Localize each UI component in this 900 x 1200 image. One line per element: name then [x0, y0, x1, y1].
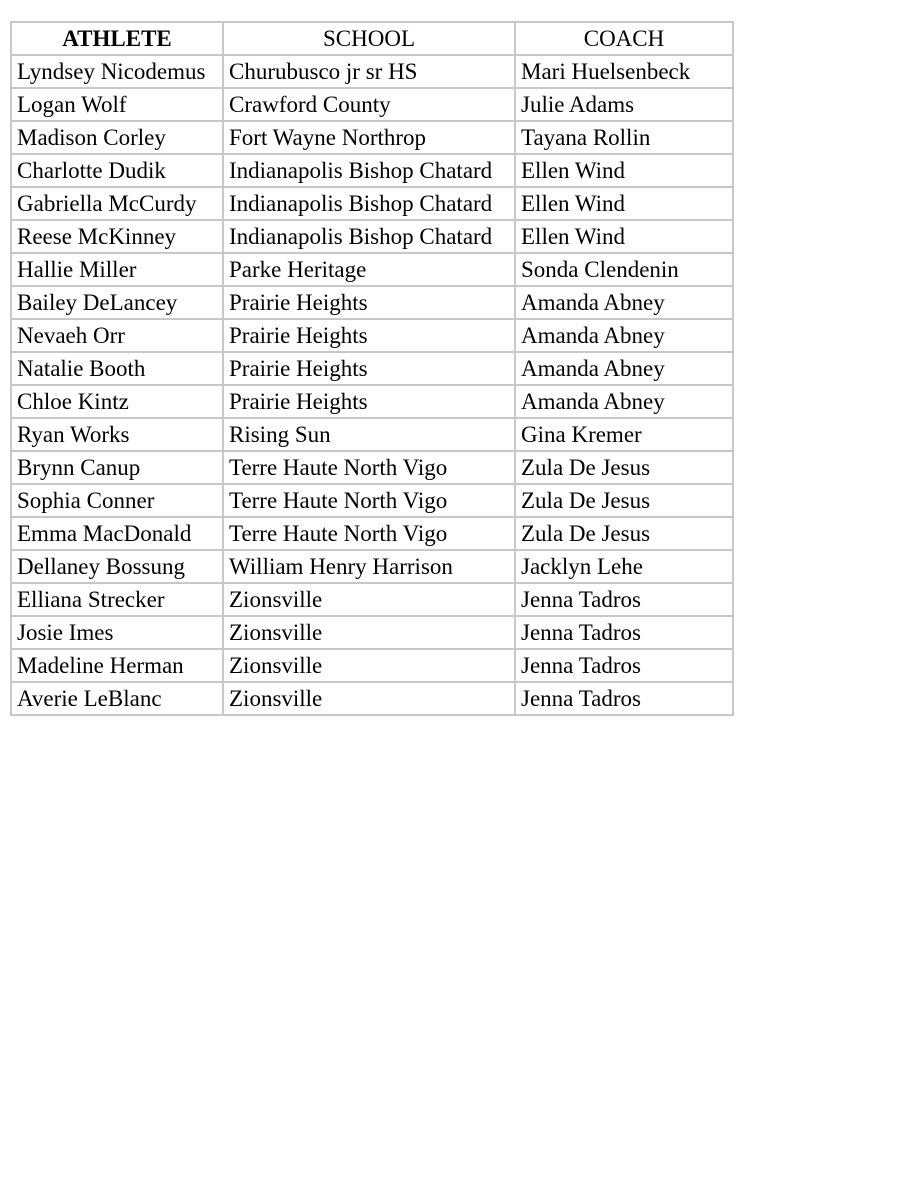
column-header-athlete: ATHLETE — [11, 22, 223, 55]
athlete-cell: Gabriella McCurdy — [11, 187, 223, 220]
athlete-cell: Madison Corley — [11, 121, 223, 154]
coach-cell: Ellen Wind — [515, 154, 733, 187]
table-row — [11, 550, 733, 583]
coach-cell: Jacklyn Lehe — [515, 550, 733, 583]
table-header — [11, 22, 733, 55]
table-row — [11, 88, 733, 121]
table-row — [11, 682, 733, 715]
coach-cell: Jenna Tadros — [515, 649, 733, 682]
coach-cell: Sonda Clendenin — [515, 253, 733, 286]
table-row — [11, 352, 733, 385]
table-row — [11, 253, 733, 286]
athlete-cell: Brynn Canup — [11, 451, 223, 484]
table-row — [11, 385, 733, 418]
coach-cell: Amanda Abney — [515, 352, 733, 385]
coach-cell: Jenna Tadros — [515, 583, 733, 616]
table-row — [11, 418, 733, 451]
table-row — [11, 583, 733, 616]
school-cell: Crawford County — [223, 88, 515, 121]
school-cell: Indianapolis Bishop Chatard — [223, 154, 515, 187]
header-row — [11, 22, 733, 55]
coach-cell: Tayana Rollin — [515, 121, 733, 154]
table-row — [11, 187, 733, 220]
athlete-cell: Natalie Booth — [11, 352, 223, 385]
school-cell: Rising Sun — [223, 418, 515, 451]
coach-cell: Zula De Jesus — [515, 517, 733, 550]
table-row — [11, 55, 733, 88]
school-cell: Prairie Heights — [223, 385, 515, 418]
table-row — [11, 649, 733, 682]
table-row — [11, 286, 733, 319]
coach-cell: Zula De Jesus — [515, 484, 733, 517]
coach-cell: Zula De Jesus — [515, 451, 733, 484]
school-cell: Zionsville — [223, 649, 515, 682]
athlete-cell: Madeline Herman — [11, 649, 223, 682]
school-cell: Prairie Heights — [223, 319, 515, 352]
athlete-cell: Sophia Conner — [11, 484, 223, 517]
coach-cell: Jenna Tadros — [515, 616, 733, 649]
roster-table — [10, 21, 734, 716]
coach-cell: Mari Huelsenbeck — [515, 55, 733, 88]
athlete-cell: Nevaeh Orr — [11, 319, 223, 352]
school-cell: Indianapolis Bishop Chatard — [223, 187, 515, 220]
school-cell: Zionsville — [223, 583, 515, 616]
school-cell: William Henry Harrison — [223, 550, 515, 583]
school-cell: Zionsville — [223, 682, 515, 715]
athlete-cell: Charlotte Dudik — [11, 154, 223, 187]
coach-cell: Amanda Abney — [515, 385, 733, 418]
coach-cell: Amanda Abney — [515, 286, 733, 319]
athlete-cell: Emma MacDonald — [11, 517, 223, 550]
school-cell: Prairie Heights — [223, 286, 515, 319]
table-row — [11, 451, 733, 484]
athlete-cell: Josie Imes — [11, 616, 223, 649]
athlete-cell: Dellaney Bossung — [11, 550, 223, 583]
athlete-cell: Chloe Kintz — [11, 385, 223, 418]
table-row — [11, 121, 733, 154]
school-cell: Indianapolis Bishop Chatard — [223, 220, 515, 253]
school-cell: Fort Wayne Northrop — [223, 121, 515, 154]
athlete-cell: Reese McKinney — [11, 220, 223, 253]
table-row — [11, 319, 733, 352]
school-cell: Parke Heritage — [223, 253, 515, 286]
school-cell: Terre Haute North Vigo — [223, 451, 515, 484]
table-row — [11, 484, 733, 517]
table-body — [11, 55, 733, 715]
coach-cell: Ellen Wind — [515, 220, 733, 253]
column-header-coach: COACH — [515, 22, 733, 55]
athlete-cell: Ryan Works — [11, 418, 223, 451]
athlete-cell: Averie LeBlanc — [11, 682, 223, 715]
athlete-cell: Hallie Miller — [11, 253, 223, 286]
table-row — [11, 154, 733, 187]
athlete-cell: Lyndsey Nicodemus — [11, 55, 223, 88]
table-row — [11, 517, 733, 550]
coach-cell: Amanda Abney — [515, 319, 733, 352]
coach-cell: Jenna Tadros — [515, 682, 733, 715]
coach-cell: Julie Adams — [515, 88, 733, 121]
table-row — [11, 616, 733, 649]
coach-cell: Ellen Wind — [515, 187, 733, 220]
school-cell: Terre Haute North Vigo — [223, 484, 515, 517]
athlete-cell: Elliana Strecker — [11, 583, 223, 616]
athlete-cell: Logan Wolf — [11, 88, 223, 121]
coach-cell: Gina Kremer — [515, 418, 733, 451]
school-cell: Zionsville — [223, 616, 515, 649]
school-cell: Terre Haute North Vigo — [223, 517, 515, 550]
school-cell: Churubusco jr sr HS — [223, 55, 515, 88]
athlete-cell: Bailey DeLancey — [11, 286, 223, 319]
table-row — [11, 220, 733, 253]
school-cell: Prairie Heights — [223, 352, 515, 385]
column-header-school: SCHOOL — [223, 22, 515, 55]
